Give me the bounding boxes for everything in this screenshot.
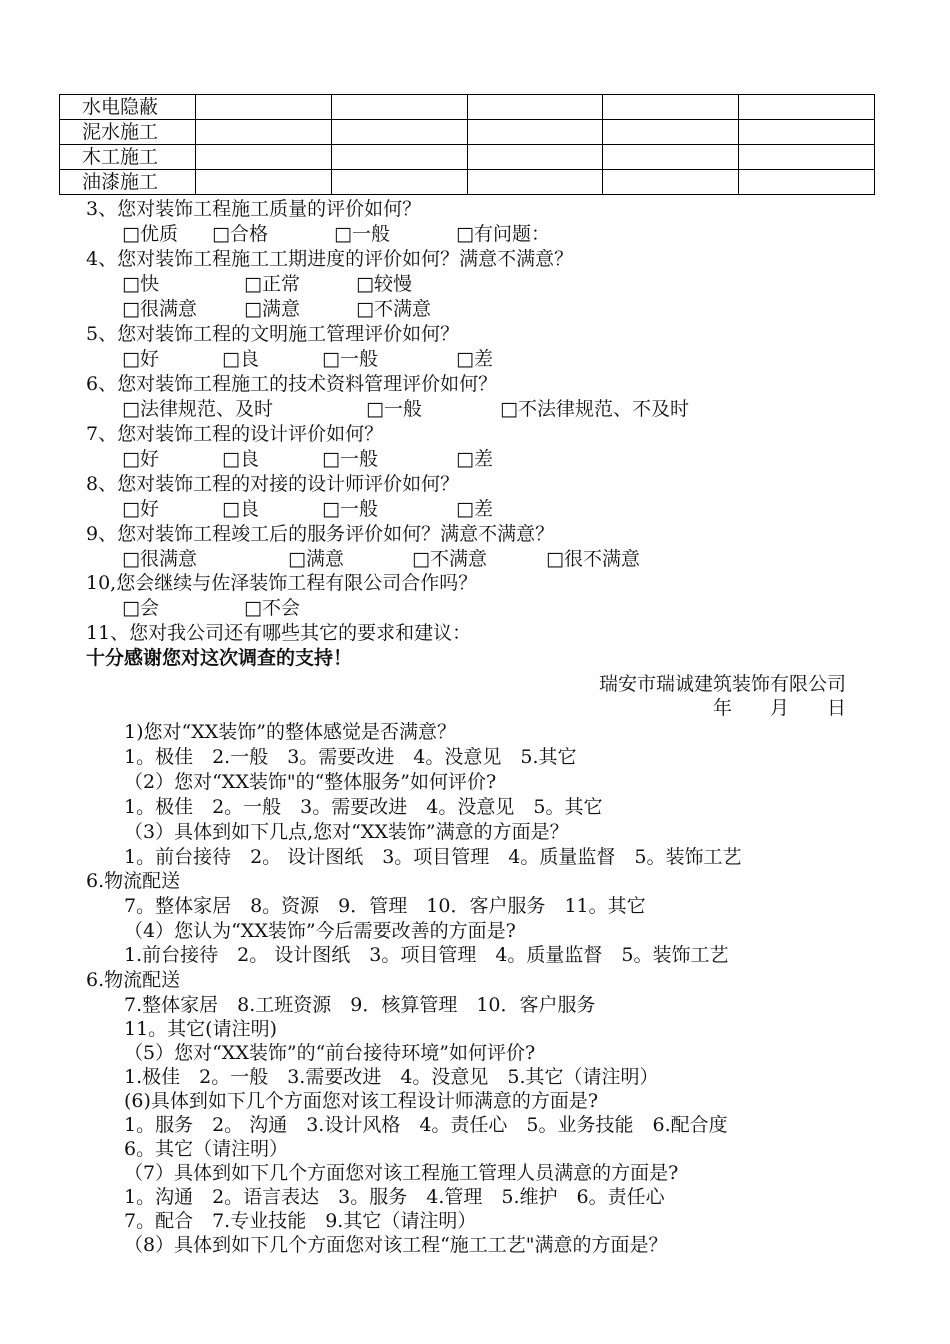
- table-cell[interactable]: [467, 95, 603, 120]
- table-row: [60, 95, 875, 120]
- option-checkbox[interactable]: □一般: [366, 398, 422, 420]
- question-4-options-satisfaction: [122, 297, 522, 321]
- question-8-options: [122, 497, 542, 521]
- table-cell[interactable]: [331, 145, 467, 170]
- option-checkbox[interactable]: □正常: [244, 273, 300, 295]
- option-checkbox[interactable]: □不满意: [356, 298, 431, 320]
- company-name: 瑞安市瑞诚建筑装饰有限公司: [598, 673, 846, 695]
- option-checkbox[interactable]: □合格: [212, 223, 268, 245]
- question-7-options: [122, 447, 542, 471]
- table-cell[interactable]: [196, 170, 332, 195]
- option-checkbox[interactable]: □较慢: [356, 273, 412, 295]
- table-cell[interactable]: [331, 95, 467, 120]
- option-checkbox[interactable]: □良: [222, 348, 259, 370]
- table-cell[interactable]: [331, 120, 467, 145]
- option-checkbox[interactable]: □一般: [322, 448, 378, 470]
- survey-line: 1。服务 2。 沟通 3.设计风格 4。责任心 5。业务技能 6.配合度: [124, 1114, 728, 1136]
- question-8: 8、您对装饰工程的对接的设计师评价如何？: [86, 473, 460, 495]
- option-checkbox[interactable]: □很满意: [122, 298, 197, 320]
- survey-line: （7）具体到如下几个方面您对该工程施工管理人员满意的方面是?: [124, 1162, 679, 1184]
- survey-line: （2）您对“XX装饰"的“整体服务”如何评价?: [124, 771, 497, 793]
- table-cell[interactable]: [739, 170, 875, 195]
- question-7: 7、您对装饰工程的设计评价如何？: [86, 423, 384, 445]
- table-cell[interactable]: [196, 95, 332, 120]
- option-checkbox[interactable]: □不满意: [412, 548, 487, 570]
- question-6: 6、您对装饰工程施工的技术资料管理评价如何？: [86, 373, 498, 395]
- table-cell[interactable]: [739, 145, 875, 170]
- survey-line: （8）具体到如下几个方面您对该工程“施工工艺"满意的方面是？: [124, 1234, 668, 1256]
- option-checkbox[interactable]: □快: [122, 273, 159, 295]
- question-4-options-speed: [122, 272, 522, 296]
- date-line: 年 月 日: [712, 697, 846, 719]
- survey-line: 1。极佳 2.一般 3。需要改进 4。没意见 5.其它: [124, 746, 577, 768]
- table-cell[interactable]: [603, 145, 739, 170]
- survey-line: （4）您认为“XX装饰”今后需要改善的方面是?: [124, 920, 516, 942]
- question-9-options: [122, 547, 742, 571]
- survey-line: 1。极佳 2。一般 3。需要改进 4。没意见 5。其它: [124, 796, 603, 818]
- table-cell[interactable]: [467, 145, 603, 170]
- option-checkbox[interactable]: □不会: [244, 597, 300, 619]
- table-cell[interactable]: [467, 120, 603, 145]
- table-cell[interactable]: [603, 95, 739, 120]
- table-cell[interactable]: [603, 170, 739, 195]
- question-4: 4、您对装饰工程施工工期进度的评价如何？满意不满意？: [86, 248, 574, 270]
- option-checkbox[interactable]: □好: [122, 448, 159, 470]
- survey-line: 6.物流配送: [86, 969, 181, 991]
- option-checkbox[interactable]: □很满意: [122, 548, 197, 570]
- row-label: 木工施工: [60, 145, 196, 170]
- question-6-options: [122, 397, 742, 421]
- option-checkbox[interactable]: □良: [222, 448, 259, 470]
- option-checkbox[interactable]: □一般: [334, 223, 390, 245]
- survey-line: 1。前台接待 2。 设计图纸 3。项目管理 4。质量监督 5。装饰工艺: [124, 846, 742, 868]
- option-checkbox[interactable]: □差: [456, 448, 493, 470]
- survey-line: 6。其它（请注明）: [124, 1138, 289, 1160]
- survey-line: 1)您对“XX装饰”的整体感觉是否满意？: [124, 721, 456, 743]
- question-11: 11、您对我公司还有哪些其它的要求和建议：: [86, 622, 472, 644]
- table-row: [60, 120, 875, 145]
- question-10: 10,您会继续与佐泽装饰工程有限公司合作吗？: [86, 572, 478, 594]
- survey-line: 11。其它(请注明): [124, 1018, 278, 1040]
- option-checkbox[interactable]: □一般: [322, 498, 378, 520]
- survey-line: 7。整体家居 8。资源 9．管理 10．客户服务 11。其它: [124, 895, 646, 917]
- survey-line: （3）具体到如下几点,您对“XX装饰”满意的方面是？: [124, 821, 569, 843]
- question-10-options: [122, 596, 422, 620]
- table-cell[interactable]: [739, 120, 875, 145]
- table-cell[interactable]: [603, 120, 739, 145]
- row-label: 泥水施工: [60, 120, 196, 145]
- survey-line: （5）您对“XX装饰”的“前台接待环境”如何评价?: [124, 1042, 536, 1064]
- option-checkbox[interactable]: □差: [456, 348, 493, 370]
- question-3-options: [122, 222, 622, 246]
- table-cell[interactable]: [467, 170, 603, 195]
- option-checkbox[interactable]: □优质: [122, 223, 178, 245]
- question-3: 3、您对装饰工程施工质量的评价如何？: [86, 198, 422, 220]
- survey-line: 7。配合 7.专业技能 9.其它（请注明）: [124, 1210, 477, 1232]
- option-checkbox[interactable]: □法律规范、及时: [122, 398, 273, 420]
- option-checkbox[interactable]: □会: [122, 597, 159, 619]
- question-5-options: [122, 347, 542, 371]
- option-checkbox[interactable]: □满意: [244, 298, 300, 320]
- table-cell[interactable]: [196, 120, 332, 145]
- row-label: 油漆施工: [60, 170, 196, 195]
- option-checkbox[interactable]: □一般: [322, 348, 378, 370]
- survey-line: 1.前台接待 2。 设计图纸 3。项目管理 4。质量监督 5。装饰工艺: [124, 944, 729, 966]
- option-checkbox[interactable]: □好: [122, 498, 159, 520]
- table-cell[interactable]: [196, 145, 332, 170]
- survey-line: 1.极佳 2。一般 3.需要改进 4。没意见 5.其它（请注明）: [124, 1066, 659, 1088]
- option-checkbox[interactable]: □差: [456, 498, 493, 520]
- option-checkbox[interactable]: □不法律规范、不及时: [500, 398, 689, 420]
- row-label: 水电隐蔽: [60, 95, 196, 120]
- survey-line: (6)具体到如下几个方面您对该工程设计师满意的方面是?: [124, 1090, 599, 1112]
- question-9: 9、您对装饰工程竣工后的服务评价如何？满意不满意？: [86, 523, 555, 545]
- table-row: [60, 170, 875, 195]
- table-cell[interactable]: [739, 95, 875, 120]
- thanks-note: 十分感谢您对这次调查的支持！: [86, 647, 353, 669]
- survey-line: 1。沟通 2。语言表达 3。服务 4.管理 5.维护 6。责任心: [124, 1186, 665, 1208]
- table-row: [60, 145, 875, 170]
- option-checkbox[interactable]: □满意: [288, 548, 344, 570]
- question-5: 5、您对装饰工程的文明施工管理评价如何？: [86, 323, 460, 345]
- option-checkbox[interactable]: □很不满意: [546, 548, 640, 570]
- option-checkbox[interactable]: □好: [122, 348, 159, 370]
- survey-line: 7.整体家居 8.工班资源 9．核算管理 10．客户服务: [124, 994, 596, 1016]
- table-cell[interactable]: [331, 170, 467, 195]
- survey-line: 6.物流配送: [86, 870, 181, 892]
- construction-evaluation-table: [59, 94, 875, 195]
- option-checkbox[interactable]: □良: [222, 498, 259, 520]
- option-checkbox[interactable]: □有问题：: [456, 223, 550, 245]
